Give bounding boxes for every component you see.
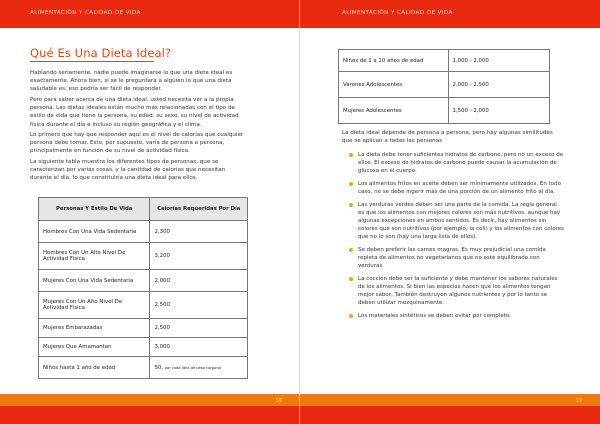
table-header-cell: Calorías Requeridas Por Día xyxy=(150,198,248,221)
table-cell: Mujeres Embarazadas xyxy=(39,319,150,338)
table-cell: Mujeres Con Una Vida Sedentaria xyxy=(39,270,150,292)
calories-table xyxy=(38,197,248,379)
bullet-icon xyxy=(349,153,353,157)
table-cell: Varones Adolescentes xyxy=(339,72,449,98)
left-header-bar xyxy=(0,0,300,28)
table-row xyxy=(339,98,550,124)
left-footer-bar xyxy=(0,394,300,424)
paragraph-2: Pero para saber acerca de una dieta ideal, usted necesita ver a la propia persona. Las dietas ideales están mucho más relacionadas con el tipo de estilo de vida que tiene la persona, su edad, su sexo, su nivel de actividad física durante el día e incluso su región geográfica y el clima. xyxy=(30,97,239,128)
left-footer-band xyxy=(0,406,300,424)
paragraph-3: Lo primero que hay que responder aquí es el nivel de calorías que cualquier persona debe tomar. Esto, por supuesto, varía de persona a persona, principalmente en función de su nivel de actividad física. xyxy=(30,132,244,155)
table-cell: Niños hasta 1 año de edad xyxy=(39,357,150,379)
right-header-bar xyxy=(300,0,600,28)
right-footer-band xyxy=(300,406,600,424)
table-cell: 2,300 xyxy=(150,221,248,243)
table-cell: Niños de 1 a 10 años de edad xyxy=(339,50,449,72)
bullet-icon xyxy=(349,277,353,281)
table-row xyxy=(39,319,248,338)
table-row xyxy=(339,50,550,72)
list-item xyxy=(342,151,564,175)
paragraph-1: Hablando seriamente, nadie puede imaginarse lo que una dieta ideal es exactamente. Ahora bien, si se le preguntara a alguien lo que una dieta saludable es, eso podría ser fácil de responder. xyxy=(30,70,233,93)
list-item xyxy=(342,275,564,307)
right-footer-bar xyxy=(300,394,600,424)
table-cell: 2,500 xyxy=(150,319,248,338)
table-row xyxy=(39,292,248,319)
table-cell: 2,500 xyxy=(150,292,248,319)
table-row xyxy=(39,243,248,270)
list-item xyxy=(342,201,564,241)
page-title: Qué Es Una Dieta Ideal? xyxy=(30,46,172,60)
table-cell: 1,500 - 2,000 xyxy=(448,98,549,124)
list-item-text: Los materiales sintéticos se deben evitar por completo. xyxy=(358,313,511,319)
page-number-left: 16 xyxy=(275,398,282,404)
table-row xyxy=(339,72,550,98)
bullet-icon xyxy=(349,314,353,318)
right-running-head: ALIMENTACIÓN Y CALIDAD DE VIDA xyxy=(342,10,453,16)
table-cell xyxy=(150,357,248,379)
paragraph-4: La siguiente tabla muestra los diferentes tipos de personas, que se caracterizan por varias cosas, y la cantidad de calorías que necesitan durante el día, lo que constituiría una dieta ideal para ellos. xyxy=(30,159,226,182)
table-row xyxy=(39,357,248,379)
list-item-text: Las verduras verdes deben ser una parte de la comida. La regla general es que los alimentos con mejores colores son más nutritivos, aunque hay algunas excepciones en ambos sentidos. Es decir, hay alimentos sin colores que son nutritivos (por ejemplo, la coli) y los alimentos con colores que no lo son (hay una larga lista de ellos). xyxy=(358,202,564,240)
list-item-text: Los alimentos fritos en aceite deben ser mínimamente utilizados. En todo caso, no se debe ingerir más de una porción de un alimento frito al día. xyxy=(358,181,561,195)
list-item-text: Se deben preferir las carnes magras. Es muy prejudicial una comida repleta de alimentos no vegetarianos que no esté equilibrada con verduras. xyxy=(358,247,546,269)
bullet-icon xyxy=(349,203,353,207)
calories-table-continued xyxy=(338,49,550,124)
table-cell: 2,000 xyxy=(150,270,248,292)
intro-paragraph: La dieta ideal depende de persona a persona, pero hay algunas similitudes que se aplican a todas las personas xyxy=(342,130,553,145)
table-row xyxy=(39,338,248,357)
table-cell: 2,000 - 2,500 xyxy=(448,72,549,98)
table-cell: Mujeres Adolescentes xyxy=(339,98,449,124)
right-page xyxy=(300,0,600,424)
table-cell: 3,000 xyxy=(150,338,248,357)
table-row xyxy=(39,221,248,243)
page-number-right: 17 xyxy=(575,398,582,404)
list-item xyxy=(342,312,564,320)
bullet-icon xyxy=(349,248,353,252)
list-item xyxy=(342,180,564,196)
table-header-row xyxy=(39,198,248,221)
table-cell: Mujeres Con Un Alto Nivel De Actividad Física xyxy=(39,292,150,319)
table-value: 50, xyxy=(154,364,164,371)
list-item-text: La cocción debe ser la suficiente y debe mantener los sabores naturales de los alimentos. Si bien las especias hacen que los alimentos tengan mejor sabor, También destruyen algunos nutrientes y por lo tanto se deben utilizar mezquinamente. xyxy=(358,276,558,306)
recommendations-list xyxy=(342,151,564,325)
title-underline xyxy=(30,61,154,62)
bullet-icon xyxy=(349,182,353,186)
left-running-head: ALIMENTACIÓN Y CALIDAD DE VIDA xyxy=(30,10,141,16)
table-cell: Mujeres Que Amamantan xyxy=(39,338,150,357)
table-row xyxy=(39,270,248,292)
list-item xyxy=(342,246,564,270)
list-item-text: La dieta debe tener suficientes hidratos de carbono, pero no un exceso de ellos. El exceso de hidratos de carbono puede causar la acumulación de glucosa en el cuerpo. xyxy=(358,152,564,174)
table-cell: Hombres Con Un Alto Nivel De Actividad Física xyxy=(39,243,150,270)
table-cell: 3,200 xyxy=(150,243,248,270)
table-header-cell: Personas Y Estilo De Vida xyxy=(39,198,150,221)
table-cell: 1,000 - 2,000 xyxy=(448,50,549,72)
table-cell: Hombres Con Una Vida Sedentaria xyxy=(39,221,150,243)
table-note: por cada libra de peso corporal xyxy=(164,365,221,370)
